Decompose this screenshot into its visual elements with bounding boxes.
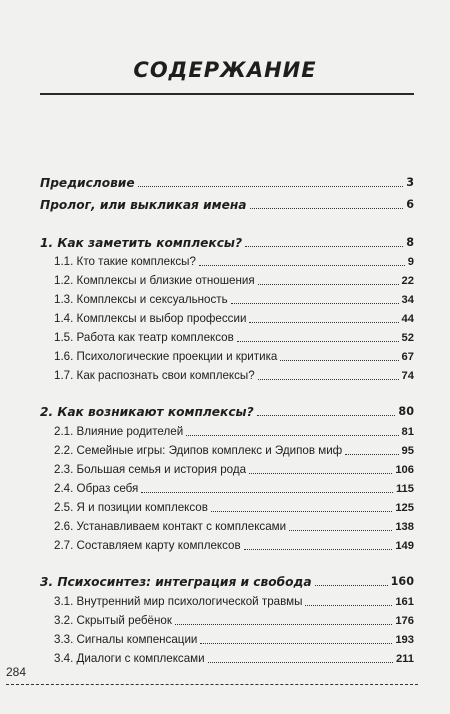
dot-leader <box>249 473 392 474</box>
page-title: СОДЕРЖАНИЕ <box>133 58 317 82</box>
toc-entry-page: 81 <box>401 426 414 438</box>
toc-entry-title: 1.1. Кто такие комплексы? <box>54 255 196 268</box>
toc-entry-page: 115 <box>395 483 414 495</box>
dot-leader <box>244 549 393 550</box>
page-number: 284 <box>6 665 27 679</box>
dot-leader <box>257 415 396 416</box>
toc-section-2-2[interactable] <box>54 438 414 458</box>
toc-section-1-3[interactable] <box>54 287 414 307</box>
dot-leader <box>208 662 393 663</box>
toc-entry-page: 3 <box>406 176 414 189</box>
toc-entry-page: 80 <box>398 405 414 418</box>
toc-entry-page: 74 <box>401 370 414 382</box>
title-divider <box>40 93 414 95</box>
toc-section-1-2[interactable] <box>54 268 414 288</box>
toc-section-1-1[interactable] <box>54 249 414 269</box>
toc-entry-title: 2.5. Я и позиции комплексов <box>54 501 208 514</box>
toc-entry-page: 160 <box>390 575 414 588</box>
toc-section-2-1[interactable] <box>54 419 414 439</box>
toc-entry-title: 3.2. Скрытый ребёнок <box>54 614 172 627</box>
dot-leader <box>280 360 398 361</box>
dot-leader <box>175 624 392 625</box>
toc-entry-page: 161 <box>395 596 414 608</box>
toc-entry-page: 8 <box>406 236 414 249</box>
toc-entry-title: 3.4. Диалоги с комплексами <box>54 652 205 665</box>
toc-section-1-4[interactable] <box>54 306 414 326</box>
dot-leader <box>305 605 392 606</box>
dot-leader <box>231 303 399 304</box>
toc-entry-page: 211 <box>395 653 414 665</box>
toc-chapter-3[interactable] <box>40 569 414 589</box>
toc-section-3-3[interactable] <box>54 627 414 647</box>
toc-entry-title: 1. Как заметить комплексы? <box>40 236 243 250</box>
dot-leader <box>200 643 392 644</box>
toc-entry-title: 1.7. Как распознать свои комплексы? <box>54 369 255 382</box>
toc-entry-title: 1.3. Комплексы и сексуальность <box>54 293 228 306</box>
toc-section-2-6[interactable] <box>54 514 414 534</box>
toc-entry-title: 1.2. Комплексы и близкие отношения <box>54 274 255 287</box>
toc-entry-page: 67 <box>401 351 414 363</box>
dot-leader <box>345 454 398 455</box>
dot-leader <box>289 530 392 531</box>
toc-chapter-1[interactable] <box>40 230 414 250</box>
toc-section-3-4[interactable] <box>54 646 414 666</box>
toc-entry-page: 106 <box>395 464 414 476</box>
toc-entry-page: 6 <box>406 198 414 211</box>
dot-leader <box>186 435 398 436</box>
toc-section-3-1[interactable] <box>54 589 414 609</box>
toc-chapter-2[interactable] <box>40 399 414 419</box>
toc-entry-page: 193 <box>395 634 414 646</box>
dot-leader <box>258 284 399 285</box>
toc-section-1-5[interactable] <box>54 325 414 345</box>
toc-entry-title: 2.3. Большая семья и история рода <box>54 463 247 476</box>
dot-leader <box>249 322 398 323</box>
dot-leader <box>138 186 404 187</box>
toc-entry-title: 2.6. Устанавливаем контакт с комплексами <box>54 520 287 533</box>
toc-section-3-2[interactable] <box>54 608 414 628</box>
toc-section-2-4[interactable] <box>54 476 414 496</box>
toc-entry-title: 3.1. Внутренний мир психологической травмы <box>54 595 303 608</box>
dot-leader <box>199 265 405 266</box>
toc-entry-page: 22 <box>401 275 414 287</box>
toc-entry-page: 149 <box>395 540 414 552</box>
dot-leader <box>245 246 403 247</box>
toc-entry-title: 1.5. Работа как театр комплексов <box>54 331 234 344</box>
dot-leader <box>258 379 399 380</box>
toc-entry-preface[interactable] <box>40 170 414 190</box>
dot-leader <box>237 341 399 342</box>
toc-entry-title: 2.1. Влияние родителей <box>54 425 184 438</box>
toc-section-2-5[interactable] <box>54 495 414 515</box>
toc-entry-page: 44 <box>401 313 414 325</box>
footer-divider <box>6 684 418 685</box>
toc-entry-page: 176 <box>395 615 414 627</box>
toc-entry-page: 34 <box>401 294 414 306</box>
toc-entry-title: 1.6. Психологические проекции и критика <box>54 350 278 363</box>
dot-leader <box>141 492 393 493</box>
toc-entry-title: 2.7. Составляем карту комплексов <box>54 539 241 552</box>
toc-entry-title: 1.4. Комплексы и выбор профессии <box>54 312 247 325</box>
toc-entry-page: 125 <box>395 502 414 514</box>
toc-entry-page: 9 <box>407 256 414 268</box>
toc-section-1-7[interactable] <box>54 363 414 383</box>
toc-entry-prologue[interactable] <box>40 192 414 212</box>
toc-entry-page: 52 <box>401 332 414 344</box>
toc-entry-title: 2.2. Семейные игры: Эдипов комплекс и Эдипов миф <box>54 444 343 457</box>
toc-entry-title: 2.4. Образ себя <box>54 482 139 495</box>
toc-section-2-7[interactable] <box>54 533 414 553</box>
toc-section-2-3[interactable] <box>54 457 414 477</box>
toc-entry-title: Предисловие <box>40 176 135 190</box>
toc-entry-page: 95 <box>401 445 414 457</box>
toc-section-1-6[interactable] <box>54 344 414 364</box>
toc-entry-title: 2. Как возникают комплексы? <box>40 405 254 419</box>
toc-entry-title: 3. Психосинтез: интеграция и свобода <box>40 575 312 589</box>
toc-entry-title: 3.3. Сигналы компенсации <box>54 633 198 646</box>
dot-leader <box>211 511 392 512</box>
toc-entry-page: 138 <box>395 521 414 533</box>
dot-leader <box>315 585 388 586</box>
toc-entry-title: Пролог, или выкликая имена <box>40 198 247 212</box>
dot-leader <box>250 208 404 209</box>
